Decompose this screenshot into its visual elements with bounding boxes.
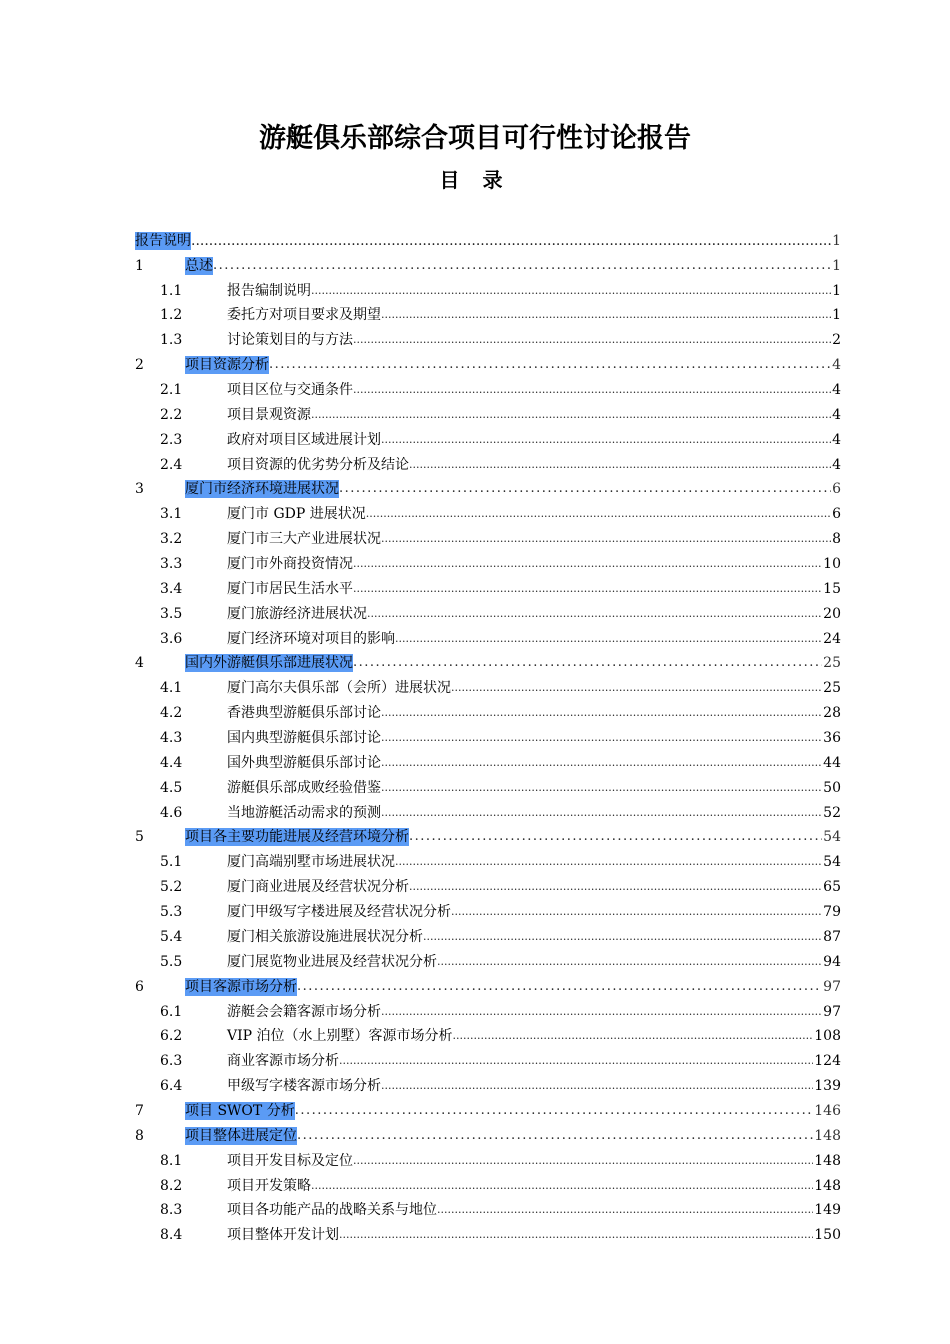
toc-entry-title[interactable]: 项目客源市场分析 [185,978,297,995]
toc-dot-leader [423,928,822,946]
toc-dot-leader [353,580,822,598]
toc-dot-leader [409,878,822,896]
toc-entry-page: 4 [832,406,841,423]
toc-entry[interactable] [135,374,841,399]
toc-dot-leader [381,754,822,772]
toc-entry-title[interactable]: 项目开发策略 [227,1177,311,1194]
toc-entry-number: 4.1 [160,680,183,697]
toc-entry-title[interactable]: 厦门经济环境对项目的影响 [227,630,395,647]
toc-dot-leader [395,630,822,648]
toc-entry[interactable] [135,846,841,871]
toc-entry-number: 5.4 [160,928,183,945]
toc-entry-page: 50 [823,779,841,796]
toc-entry-number: 5.5 [160,953,183,970]
toc-entry[interactable] [135,349,841,374]
toc-entry-number: 3.4 [160,580,183,597]
toc-dot-leader [353,381,831,399]
toc-entry-title[interactable]: 厦门市居民生活水平 [227,580,353,597]
toc-entry-page: 2 [832,332,841,349]
document-title: 游艇俱乐部综合项目可行性讨论报告 [259,123,691,154]
toc-entry-title[interactable]: 项目资源分析 [185,357,269,374]
toc-entry-page: 148 [814,1177,841,1194]
toc-entry-title[interactable]: 厦门旅游经济进展状况 [227,605,367,622]
toc-entry-number: 4.3 [160,730,183,747]
toc-entry-page: 79 [823,904,841,921]
toc-entry-page: 94 [823,953,841,970]
toc-entry-page: 1 [832,232,841,249]
toc-dot-leader [437,1201,813,1219]
toc-dot-leader [367,605,822,623]
toc-entry-number: 8.4 [160,1227,183,1244]
toc-entry-number: 8.3 [160,1202,183,1219]
toc-entry-number: 1.3 [160,332,183,349]
toc-entry-page: 124 [814,1053,841,1070]
toc-entry-title[interactable]: 商业客源市场分析 [227,1053,339,1070]
toc-dot-leader [409,456,831,474]
toc-entry[interactable] [135,523,841,548]
toc-entry-number: 3.3 [160,556,183,573]
toc-heading: 目 录 [439,168,511,192]
toc-entry-title[interactable]: 项目各主要功能进展及经营环境分析 [185,829,409,846]
toc-entry-number: 6.1 [160,1003,183,1020]
toc-dot-leader [297,1127,813,1145]
toc-entry[interactable] [135,797,841,822]
toc-entry-page: 44 [823,754,841,771]
toc-entry-title[interactable]: 项目各功能产品的战略关系与地位 [227,1202,437,1219]
toc-entry-page: 20 [823,605,841,622]
toc-dot-leader [381,804,822,822]
toc-entry-title[interactable]: 项目区位与交通条件 [227,382,353,399]
toc-entry-page: 24 [823,630,841,647]
toc-entry[interactable] [135,324,841,349]
toc-entry[interactable] [135,1070,841,1095]
table-of-contents [135,225,841,1244]
toc-entry-number: 5 [135,829,144,846]
toc-entry-number: 2.3 [160,431,183,448]
toc-entry-title[interactable]: 项目开发目标及定位 [227,1152,353,1169]
toc-entry[interactable] [135,946,841,971]
toc-entry-title[interactable]: 厦门高尔夫俱乐部（会所）进展状况 [227,680,451,697]
toc-entry-page: 25 [823,655,841,672]
toc-entry-title[interactable]: 总述 [185,257,213,274]
toc-entry[interactable] [135,474,841,499]
toc-entry[interactable] [135,1219,841,1244]
toc-dot-leader [353,331,831,349]
toc-entry-page: 149 [814,1202,841,1219]
toc-entry-number: 7 [135,1102,144,1119]
toc-dot-leader [381,1077,813,1095]
toc-dot-leader [381,704,822,722]
toc-entry-title[interactable]: 委托方对项目要求及期望 [227,307,381,324]
toc-entry[interactable] [135,1120,841,1145]
toc-entry-number: 5.1 [160,854,183,871]
toc-entry[interactable] [135,747,841,772]
toc-entry-title[interactable]: 厦门展览物业进展及经营状况分析 [227,953,437,970]
toc-entry[interactable] [135,822,841,847]
toc-entry-number: 4.6 [160,804,183,821]
toc-dot-leader [366,505,831,523]
toc-entry[interactable] [135,424,841,449]
toc-entry-title[interactable]: 报告说明 [135,232,191,249]
toc-entry-page: 139 [814,1078,841,1095]
toc-entry-number: 4.4 [160,754,183,771]
toc-dot-leader [213,257,831,275]
toc-dot-leader [297,978,822,996]
toc-dot-leader [395,853,822,871]
toc-entry-page: 54 [823,854,841,871]
toc-entry-title[interactable]: 香港典型游艇俱乐部讨论 [227,705,381,722]
toc-entry-title[interactable]: 报告编制说明 [227,282,311,299]
toc-entry-number: 4.5 [160,779,183,796]
toc-entry-title[interactable]: 项目整体进展定位 [185,1127,297,1144]
toc-entry-number: 6.4 [160,1078,183,1095]
toc-entry-number: 8 [135,1127,144,1144]
toc-entry[interactable] [135,1170,841,1195]
toc-dot-leader [339,480,831,498]
toc-dot-leader [311,1177,813,1195]
toc-entry-title[interactable]: 厦门商业进展及经营状况分析 [227,879,409,896]
toc-entry-page: 1 [832,307,841,324]
toc-entry-page: 4 [832,382,841,399]
toc-entry[interactable] [135,598,841,623]
toc-entry-title[interactable]: 政府对项目区域进展计划 [227,431,381,448]
toc-dot-leader [311,282,831,300]
toc-entry-page: 15 [823,580,841,597]
toc-entry-number: 1.2 [160,307,183,324]
toc-entry-page: 6 [832,481,841,498]
toc-entry-title[interactable]: 国内典型游艇俱乐部讨论 [227,730,381,747]
toc-entry[interactable] [135,573,841,598]
toc-entry-number: 8.2 [160,1177,183,1194]
toc-dot-leader [381,431,831,449]
toc-dot-leader [453,1027,814,1045]
toc-entry-title[interactable]: 厦门市外商投资情况 [227,556,353,573]
toc-dot-leader [451,679,822,697]
toc-entry-title[interactable]: 项目 SWOT 分析 [185,1102,295,1119]
toc-entry-title[interactable]: 厦门市 GDP 进展状况 [227,506,366,523]
toc-dot-leader [381,530,831,548]
toc-entry-page: 36 [823,730,841,747]
toc-entry-page: 25 [823,680,841,697]
toc-entry[interactable] [135,300,841,325]
toc-entry-number: 3.2 [160,531,183,548]
toc-entry-number: 2.4 [160,456,183,473]
toc-entry[interactable] [135,399,841,424]
toc-entry-number: 5.2 [160,879,183,896]
toc-entry-number: 6.3 [160,1053,183,1070]
toc-entry-number: 1 [135,257,144,274]
toc-entry-page: 148 [814,1152,841,1169]
toc-entry-title[interactable]: 项目整体开发计划 [227,1227,339,1244]
toc-entry-title[interactable]: 国外典型游艇俱乐部讨论 [227,754,381,771]
toc-entry-page: 4 [832,456,841,473]
toc-entry-title[interactable]: 游艇会会籍客源市场分析 [227,1003,381,1020]
toc-entry-title[interactable]: 厦门市经济环境进展状况 [185,481,339,498]
toc-entry-page: 108 [814,1028,841,1045]
toc-entry[interactable] [135,498,841,523]
toc-entry[interactable] [135,772,841,797]
toc-entry-page: 10 [823,556,841,573]
toc-entry[interactable] [135,225,841,250]
toc-entry[interactable] [135,623,841,648]
toc-entry[interactable] [135,921,841,946]
toc-entry[interactable] [135,250,841,275]
toc-entry[interactable] [135,896,841,921]
toc-entry-number: 3 [135,481,144,498]
toc-entry[interactable] [135,1195,841,1220]
toc-entry[interactable] [135,697,841,722]
toc-dot-leader [381,779,822,797]
toc-entry-number: 2.2 [160,406,183,423]
toc-entry-title[interactable]: 厦门相关旅游设施进展状况分析 [227,928,423,945]
toc-entry[interactable] [135,449,841,474]
toc-entry-title[interactable]: 项目资源的优劣势分析及结论 [227,456,409,473]
toc-entry-page: 6 [832,506,841,523]
toc-entry[interactable] [135,275,841,300]
toc-entry[interactable] [135,1145,841,1170]
toc-dot-leader [191,232,831,250]
toc-entry-title[interactable]: 厦门甲级写字楼进展及经营状况分析 [227,904,451,921]
toc-entry-title[interactable]: 厦门市三大产业进展状况 [227,531,381,548]
toc-entry-number: 3.5 [160,605,183,622]
toc-dot-leader [381,729,822,747]
toc-entry-page: 52 [823,804,841,821]
toc-dot-leader [353,1152,813,1170]
toc-entry[interactable] [135,996,841,1021]
toc-dot-leader [381,1003,822,1021]
toc-entry[interactable] [135,722,841,747]
toc-dot-leader [339,1226,813,1244]
toc-entry-page: 1 [832,282,841,299]
toc-entry-number: 1.1 [160,282,183,299]
toc-entry-number: 8.1 [160,1152,183,1169]
toc-entry[interactable] [135,1045,841,1070]
toc-entry-title[interactable]: 厦门高端别墅市场进展状况 [227,854,395,871]
toc-dot-leader [353,654,822,672]
toc-entry[interactable] [135,1021,841,1046]
toc-dot-leader [311,406,831,424]
toc-entry-number: 3.6 [160,630,183,647]
toc-entry[interactable] [135,648,841,673]
toc-dot-leader [409,828,822,846]
toc-entry-title[interactable]: 甲级写字楼客源市场分析 [227,1078,381,1095]
toc-entry-page: 97 [823,978,841,995]
toc-entry-page: 146 [814,1102,841,1119]
toc-entry[interactable] [135,672,841,697]
toc-entry-number: 2 [135,357,144,374]
toc-entry-title[interactable]: 游艇俱乐部成败经验借鉴 [227,779,381,796]
toc-entry-page: 4 [832,357,841,374]
toc-entry-title[interactable]: 讨论策划目的与方法 [227,332,353,349]
toc-entry-number: 4.2 [160,705,183,722]
toc-entry-number: 6 [135,978,144,995]
toc-entry-page: 150 [814,1227,841,1244]
toc-dot-leader [353,555,822,573]
toc-dot-leader [339,1052,813,1070]
toc-dot-leader [451,903,822,921]
toc-entry[interactable] [135,1095,841,1120]
toc-dot-leader [295,1102,814,1120]
toc-entry-page: 28 [823,705,841,722]
toc-entry-title[interactable]: 项目景观资源 [227,406,311,423]
toc-entry-page: 1 [832,257,841,274]
toc-entry-page: 65 [823,879,841,896]
toc-entry-title[interactable]: 当地游艇活动需求的预测 [227,804,381,821]
toc-entry-page: 54 [823,829,841,846]
toc-entry-number: 5.3 [160,904,183,921]
toc-entry-title[interactable]: VIP 泊位（水上别墅）客源市场分析 [227,1028,453,1045]
toc-dot-leader [269,356,831,374]
toc-entry-number: 6.2 [160,1028,183,1045]
toc-entry[interactable] [135,871,841,896]
toc-entry-number: 3.1 [160,506,183,523]
toc-entry-page: 8 [832,531,841,548]
toc-entry-page: 4 [832,431,841,448]
toc-entry[interactable] [135,548,841,573]
toc-entry-title[interactable]: 国内外游艇俱乐部进展状况 [185,655,353,672]
toc-entry-number: 2.1 [160,382,183,399]
toc-entry-page: 148 [814,1127,841,1144]
toc-entry[interactable] [135,971,841,996]
toc-dot-leader [381,306,831,324]
toc-dot-leader [437,953,822,971]
toc-entry-number: 4 [135,655,144,672]
toc-entry-page: 87 [823,928,841,945]
toc-entry-page: 97 [823,1003,841,1020]
